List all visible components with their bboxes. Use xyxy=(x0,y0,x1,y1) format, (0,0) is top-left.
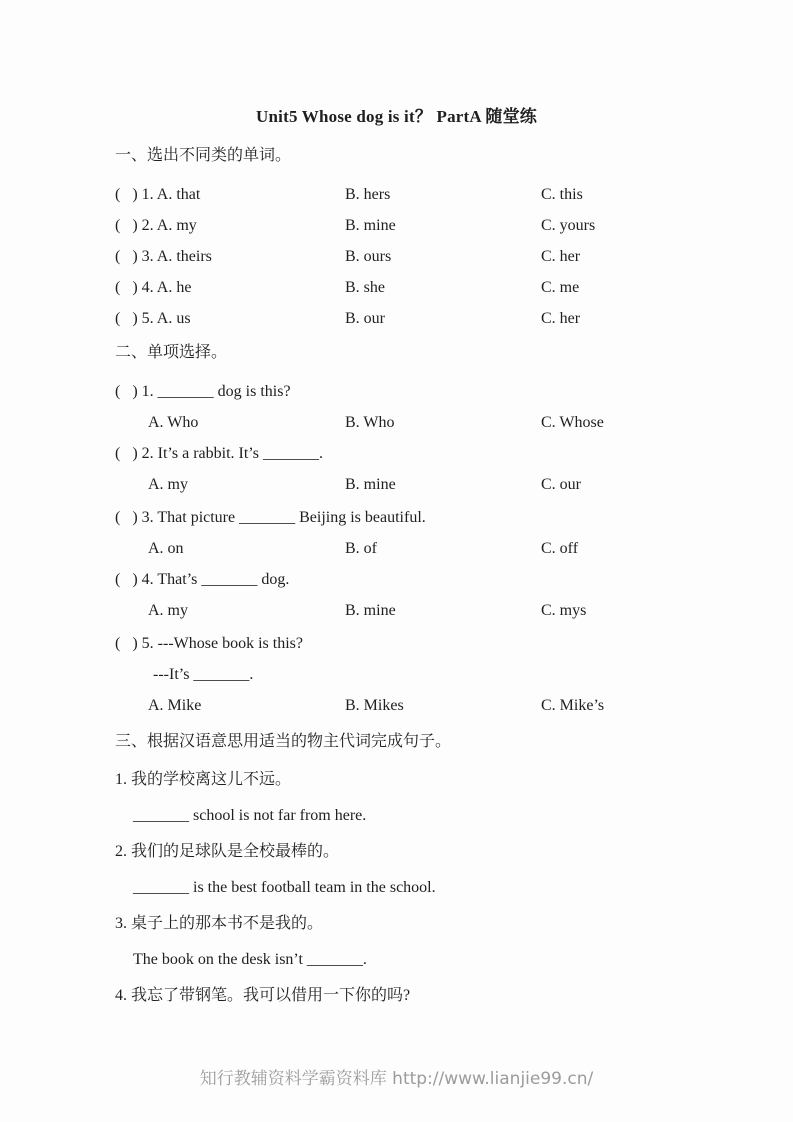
chinese-prompt: 4. 我忘了带钢笔。我可以借用一下你的吗? xyxy=(115,987,411,1004)
options-row xyxy=(115,469,740,500)
option-c: C. mys xyxy=(541,602,587,619)
option-b: B. ours xyxy=(345,248,392,265)
option-b: B. of xyxy=(345,540,377,557)
option-c: C. her xyxy=(541,310,581,327)
options-row xyxy=(115,595,740,626)
choice-row xyxy=(115,272,740,303)
option-b: B. hers xyxy=(345,186,391,203)
option-a: ( ) 2. A. my xyxy=(115,217,197,234)
option-a: A. Who xyxy=(148,414,199,431)
choice-row xyxy=(115,210,740,241)
option-b: B. Who xyxy=(345,414,395,431)
chinese-prompt: 2. 我们的足球队是全校最棒的。 xyxy=(115,843,340,860)
choice-row xyxy=(115,241,740,272)
option-c: C. off xyxy=(541,540,579,557)
chinese-prompt: 1. 我的学校离这儿不远。 xyxy=(115,771,292,788)
section3-heading: 三、根据汉语意思用适当的物主代词完成句子。 xyxy=(115,733,452,750)
question-stem: ( ) 5. ---Whose book is this? xyxy=(115,635,303,652)
option-c: C. Whose xyxy=(541,414,604,431)
fill-blank-sentence: _______ school is not far from here. xyxy=(133,807,367,824)
option-b: B. mine xyxy=(345,217,396,234)
option-b: B. Mikes xyxy=(345,697,404,714)
option-a: ( ) 1. A. that xyxy=(115,186,201,203)
option-c: C. her xyxy=(541,248,581,265)
section2-heading: 二、单项选择。 xyxy=(115,344,228,361)
options-row xyxy=(115,690,740,721)
fill-blank-sentence: _______ is the best football team in the school. xyxy=(133,879,436,896)
question-stem: ( ) 2. It’s a rabbit. It’s _______. xyxy=(115,445,323,462)
option-a: A. my xyxy=(148,476,188,493)
choice-row xyxy=(115,179,740,210)
question-stem-reply: ---It’s _______. xyxy=(153,666,254,683)
options-row xyxy=(115,533,740,564)
chinese-prompt: 3. 桌子上的那本书不是我的。 xyxy=(115,915,324,932)
option-b: B. she xyxy=(345,279,385,296)
question-stem: ( ) 4. That’s _______ dog. xyxy=(115,571,290,588)
option-a: ( ) 4. A. he xyxy=(115,279,192,296)
option-c: C. me xyxy=(541,279,580,296)
watermark-footer: 知行教辅资料学霸资料库 http://www.lianjie99.cn/ xyxy=(199,1069,594,1089)
option-b: B. mine xyxy=(345,476,396,493)
worksheet-body xyxy=(115,140,740,1014)
option-a: A. on xyxy=(148,540,184,557)
option-c: C. our xyxy=(541,476,581,493)
choice-row xyxy=(115,303,740,334)
option-a: A. my xyxy=(148,602,188,619)
section1-heading: 一、选出不同类的单词。 xyxy=(115,147,292,164)
option-c: C. Mike’s xyxy=(541,697,605,714)
options-row xyxy=(115,407,740,438)
option-c: C. this xyxy=(541,186,583,203)
option-b: B. our xyxy=(345,310,385,327)
fill-blank-sentence: The book on the desk isn’t _______. xyxy=(133,951,367,968)
option-a: ( ) 3. A. theirs xyxy=(115,248,212,265)
worksheet-title: Unit5 Whose dog is it？ PartA 随堂练 xyxy=(256,107,537,126)
question-stem: ( ) 3. That picture _______ Beijing is beautiful. xyxy=(115,509,426,526)
option-b: B. mine xyxy=(345,602,396,619)
option-a: A. Mike xyxy=(148,697,202,714)
question-stem: ( ) 1. _______ dog is this? xyxy=(115,383,291,400)
option-a: ( ) 5. A. us xyxy=(115,310,191,327)
option-c: C. yours xyxy=(541,217,596,234)
